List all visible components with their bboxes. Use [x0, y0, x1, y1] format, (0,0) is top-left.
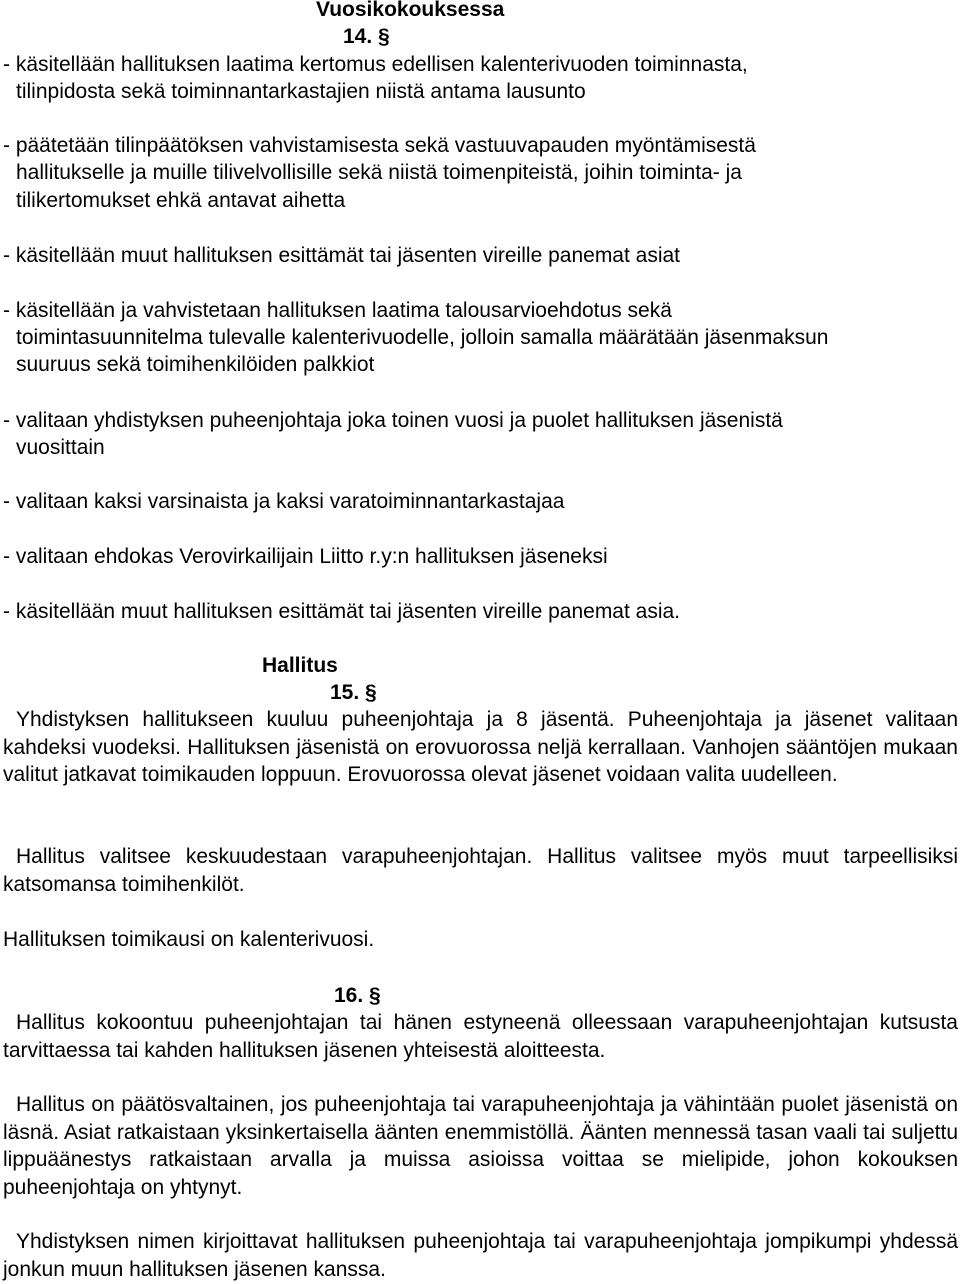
agenda-line-14: - käsitellään muut hallituksen esittämät tai jäsenten vireille panemat asia.	[3, 600, 681, 623]
agenda-line-4: hallitukselle ja muille tilivelvollisille sekä niistä toimenpiteistä, joihin toiminta- ja	[16, 161, 742, 184]
paragraph-15-term: Hallituksen toimikausi on kalenterivuosi.	[3, 928, 375, 951]
agenda-line-11: vuosittain	[16, 436, 105, 459]
agenda-line-2: tilinpidosta sekä toiminnantarkastajien niistä antama lausunto	[16, 80, 586, 103]
paragraph-16-quorum: Hallitus on päätösvaltainen, jos puheenjohtaja tai varapuheenjohtaja ja vähintään puolet jäsenistä on läsnä. Asiat ratkaistaan yksinkertaisella äänten enemmistöllä. Äänten mennessä tasan vaali tai suljettu lippuäänestys ratkaistaan arvalla ja muissa asioissa voittaa se mielipide, johon kokouksen puheenjohtaja on yhtynyt.	[3, 1093, 958, 1199]
agenda-line-9: suuruus sekä toimihenkilöiden palkkiot	[16, 353, 375, 376]
section-16-number: 16. §	[334, 984, 381, 1007]
agenda-line-8: toimintasuunnitelma tulevalle kalenterivuodelle, jolloin samalla määrätään jäsenmaksun	[16, 326, 829, 349]
agenda-line-12: - valitaan kaksi varsinaista ja kaksi varatoiminnantarkastajaa	[3, 490, 565, 513]
heading-vuosikokous: Vuosikokouksessa	[316, 0, 505, 21]
agenda-line-13: - valitaan ehdokas Verovirkailijain Liitto r.y:n hallituksen jäseneksi	[3, 545, 608, 568]
paragraph-16-signing: Yhdistyksen nimen kirjoittavat hallituksen puheenjohtaja tai varapuheenjohtaja jompikumpi yhdessä jonkun muun hallituksen jäsenen kanssa.	[3, 1230, 958, 1281]
section-14-number: 14. §	[343, 25, 390, 48]
paragraph-16-meetings: Hallitus kokoontuu puheenjohtajan tai hänen estyneenä olleessaan varapuheenjohtajan kutsusta tarvittaessa tai kahden hallituksen jäsenen yhteisestä aloitteesta.	[3, 1011, 958, 1062]
paragraph-15-officers: Hallitus valitsee keskuudestaan varapuheenjohtajan. Hallitus valitsee myös muut tarpeellisiksi katsomansa toimihenkilöt.	[3, 845, 958, 896]
agenda-line-3: - päätetään tilinpäätöksen vahvistamisesta sekä vastuuvapauden myöntämisestä	[3, 134, 756, 157]
agenda-line-10: - valitaan yhdistyksen puheenjohtaja joka toinen vuosi ja puolet hallituksen jäsenistä	[3, 409, 783, 432]
section-15-number: 15. §	[330, 681, 377, 704]
heading-hallitus: Hallitus	[262, 654, 338, 677]
agenda-line-7: - käsitellään ja vahvistetaan hallituksen laatima talousarvioehdotus sekä	[3, 299, 672, 322]
paragraph-15-membership: Yhdistyksen hallitukseen kuuluu puheenjohtaja ja 8 jäsentä. Puheenjohtaja ja jäsenet valitaan kahdeksi vuodeksi. Hallituksen jäsenistä on erovuorossa neljä kerrallaan. Vanhojen sääntöjen mukaan valitut jatkavat toimikauden loppuun. Erovuorossa olevat jäsenet voidaan valita uudelleen.	[3, 708, 958, 786]
agenda-line-6: - käsitellään muut hallituksen esittämät tai jäsenten vireille panemat asiat	[3, 244, 681, 267]
agenda-line-5: tilikertomukset ehkä antavat aihetta	[16, 189, 346, 212]
agenda-line-1: - käsitellään hallituksen laatima kertomus edellisen kalenterivuoden toiminnasta,	[3, 53, 748, 76]
